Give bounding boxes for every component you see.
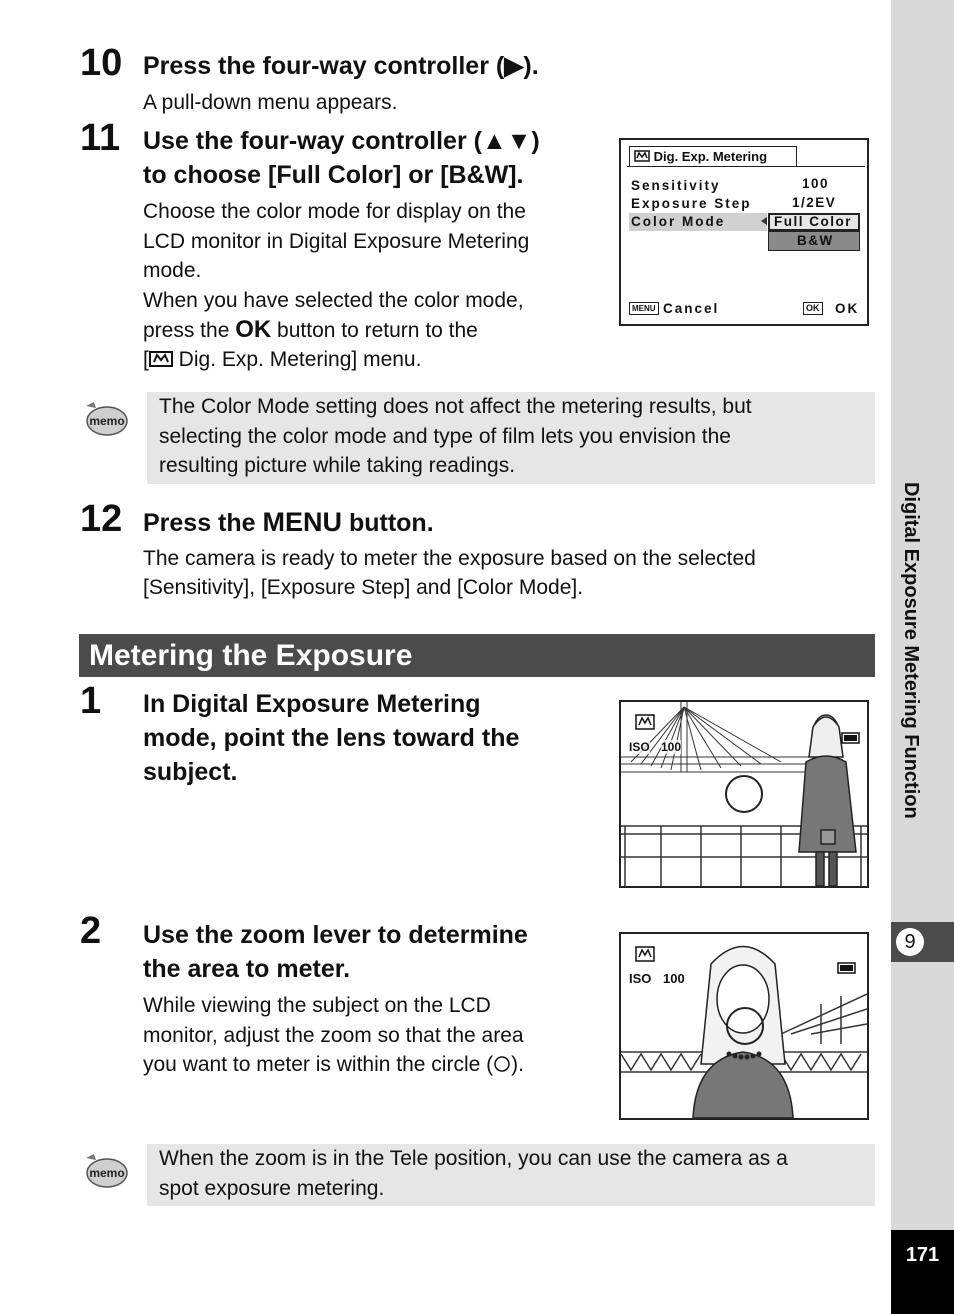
menu-item-exposure-step[interactable]: Exposure Step: [631, 196, 752, 211]
step-11-text-6: [143, 345, 421, 375]
step-1-heading-3: subject.: [143, 758, 238, 786]
step-10-text: A pull-down menu appears.: [143, 91, 398, 114]
step-2-heading-1: Use the zoom lever to determine: [143, 921, 528, 949]
circle-icon: [493, 1055, 511, 1073]
step-2-text-2: monitor, adjust the zoom so that the area: [143, 1024, 524, 1047]
dig-exp-metering-icon: [635, 714, 655, 730]
text-fragment: button.: [342, 509, 434, 537]
memo-icon: [80, 1150, 128, 1190]
scene-zoomed-illustration: [621, 934, 867, 1118]
battery-icon: [837, 962, 857, 974]
svg-text:memo: memo: [89, 1166, 125, 1180]
chapter-title: Digital Exposure Metering Function: [900, 482, 922, 819]
step-2-number: 2: [80, 910, 102, 952]
menu-item-color-mode[interactable]: Color Mode: [631, 214, 726, 229]
step-11-number: 11: [80, 117, 121, 159]
step-11-text-3: mode.: [143, 259, 202, 282]
text-fragment: press the: [143, 319, 236, 342]
iso-label: ISO: [629, 971, 652, 986]
text-fragment: Press the: [143, 509, 263, 537]
step-12-number: 12: [80, 498, 123, 540]
step-1-heading-1: In Digital Exposure Metering: [143, 690, 481, 718]
svg-text:memo: memo: [89, 414, 125, 428]
memo-1-line-3: resulting picture while taking readings.: [159, 454, 516, 477]
step-12-text-1: The camera is ready to meter the exposure based on the selected: [143, 547, 756, 570]
memo-icon: [80, 398, 128, 438]
step-2-text-1: While viewing the subject on the LCD: [143, 994, 491, 1017]
menu-value-exposure-step: 1/2EV: [792, 195, 837, 210]
memo-2-line-2: spot exposure metering.: [159, 1176, 385, 1200]
page-number: 171: [891, 1230, 954, 1314]
step-10-number: 10: [80, 42, 123, 84]
scene-wide-illustration: [621, 702, 867, 886]
menu-tab-title: Dig. Exp. Metering: [653, 149, 768, 164]
dig-exp-metering-icon: [635, 946, 655, 962]
step-11-text-5: [143, 315, 478, 346]
step-1-number: 1: [80, 680, 102, 722]
menu-divider: [627, 166, 865, 167]
step-11-text-2: LCD monitor in Digital Exposure Metering: [143, 230, 530, 253]
menu-value-sensitivity: 100: [802, 176, 830, 191]
step-1-heading-2: mode, point the lens toward the: [143, 724, 520, 752]
iso-label: ISO: [629, 740, 650, 754]
step-11-heading-1: Use the four-way controller (▲▼): [143, 127, 540, 155]
menu-item-sensitivity[interactable]: Sensitivity: [631, 178, 721, 193]
memo-note-2: [147, 1144, 875, 1206]
ok-key-icon: OK: [803, 302, 823, 315]
dig-exp-metering-icon: [149, 350, 173, 368]
ok-symbol: OK: [235, 316, 272, 343]
text-fragment: ).: [511, 1053, 524, 1076]
step-12-heading: [143, 505, 434, 540]
step-11-heading-2: to choose [Full Color] or [B&W].: [143, 161, 524, 189]
menu-tab: [629, 146, 797, 166]
step-11-text-4: When you have selected the color mode,: [143, 289, 524, 312]
dig-exp-metering-icon: [634, 150, 650, 162]
step-12-text-2: [Sensitivity], [Exposure Step] and [Color Mode].: [143, 576, 584, 599]
dropdown-option-bw[interactable]: B&W: [797, 233, 834, 248]
text-fragment: button to return to the: [271, 319, 478, 342]
lcd-scene-wide: [619, 700, 869, 888]
text-fragment: Dig. Exp. Metering] menu.: [172, 348, 422, 371]
step-2-heading-2: the area to meter.: [143, 955, 351, 983]
pointer-left-icon: [761, 217, 767, 225]
memo-2-line-1: When the zoom is in the Tele position, you can use the camera as a: [159, 1147, 788, 1170]
battery-icon: [841, 732, 861, 744]
lcd-scene-zoomed: [619, 932, 869, 1120]
memo-1-line-1: The Color Mode setting does not affect the metering results, but: [159, 395, 752, 418]
memo-1-line-2: selecting the color mode and type of film lets you envision the: [159, 424, 731, 448]
section-title: Metering the Exposure: [79, 634, 875, 677]
step-11-text-1: Choose the color mode for display on the: [143, 200, 526, 223]
ok-label[interactable]: OK: [835, 301, 860, 316]
memo-note-1: [147, 392, 875, 484]
text-fragment: [: [143, 348, 149, 371]
iso-value: 100: [661, 740, 682, 754]
text-fragment: you want to meter is within the circle (: [143, 1053, 494, 1076]
menu-key-icon: MENU: [629, 302, 659, 315]
iso-value: 100: [663, 971, 685, 986]
step-10-heading: Press the four-way controller (▶).: [143, 52, 539, 80]
chapter-number: 9: [896, 928, 924, 956]
menu-symbol: MENU: [262, 507, 343, 537]
lcd-menu-screen: [619, 138, 869, 326]
cancel-label[interactable]: Cancel: [663, 301, 720, 316]
dropdown-option-full-color[interactable]: Full Color: [774, 214, 852, 229]
step-2-text-3: [143, 1050, 524, 1080]
